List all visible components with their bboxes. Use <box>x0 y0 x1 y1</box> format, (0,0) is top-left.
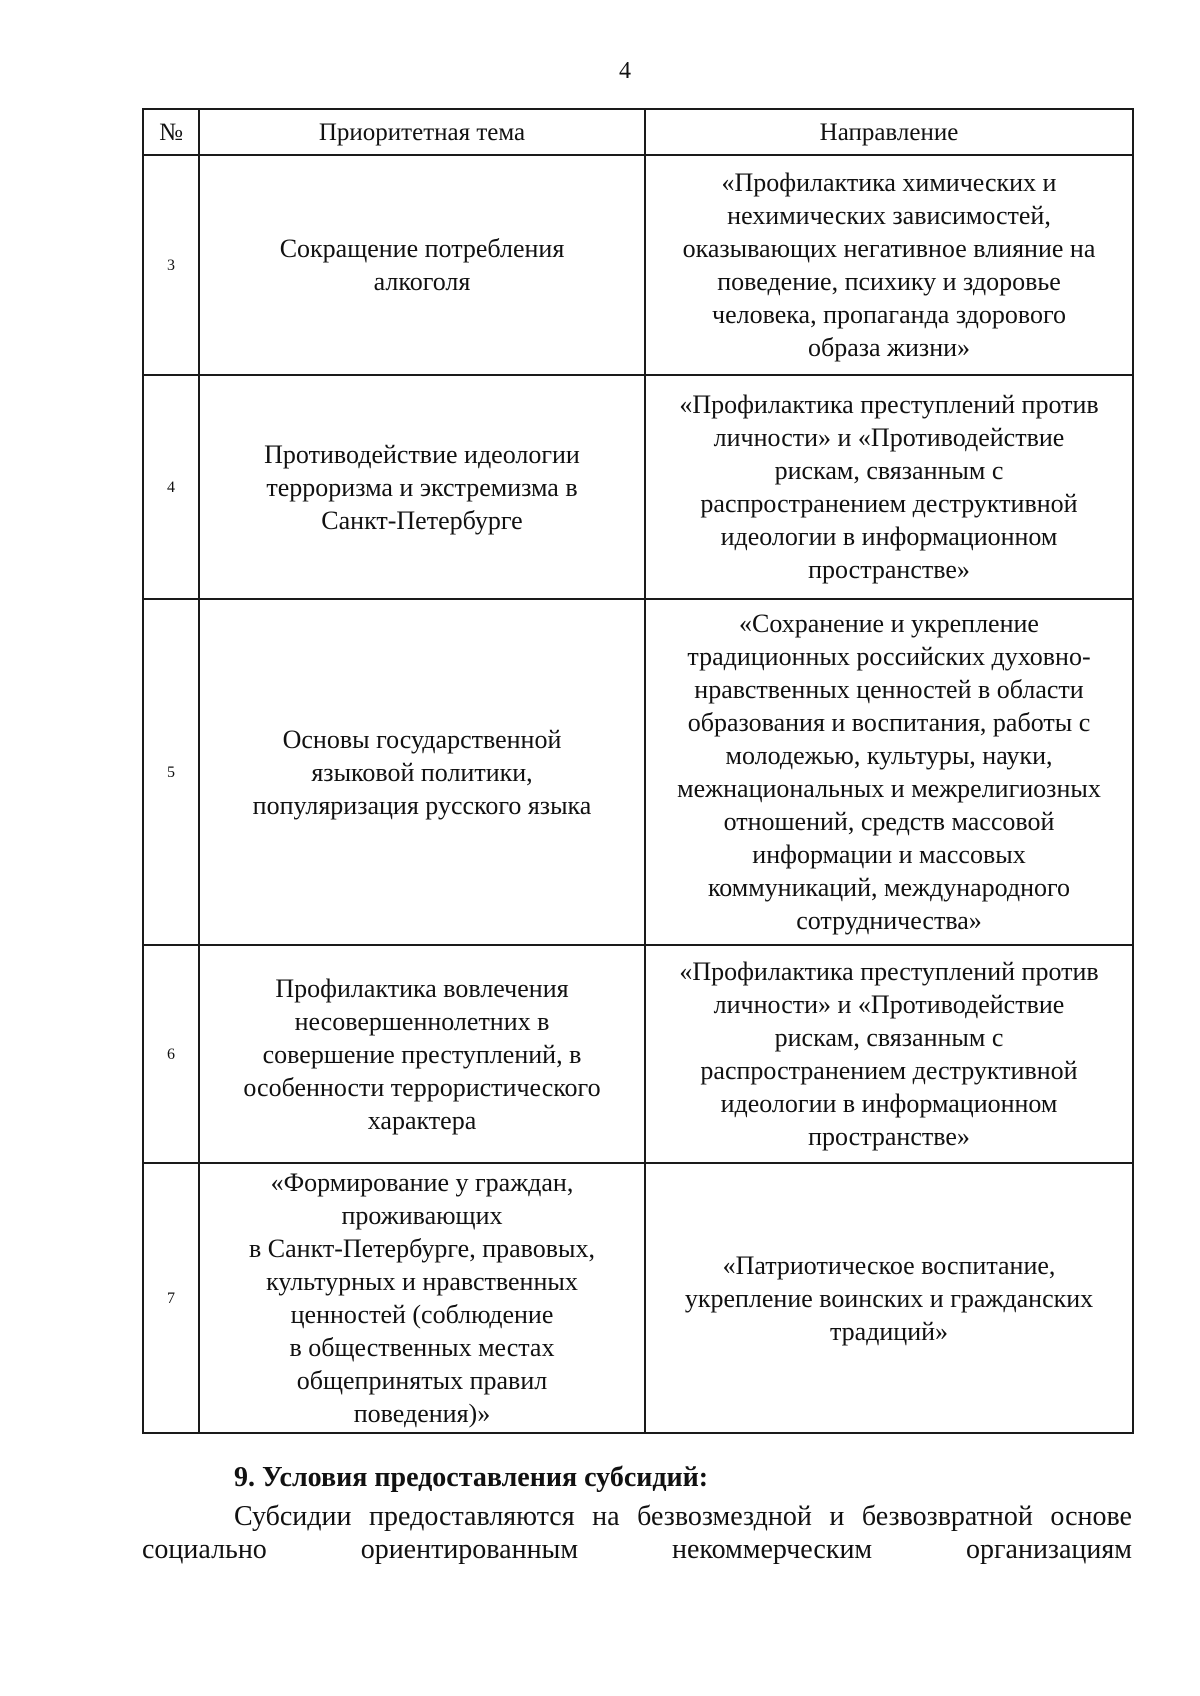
row-direction: «Профилактика преступлений против личности» и «Противодействие рискам, связанным с распространением деструктивной идеологии в информационном пространстве» <box>645 375 1133 599</box>
table-row <box>143 155 1133 375</box>
row-topic: Сокращение потребления алкоголя <box>199 155 645 375</box>
page-number: 4 <box>619 58 631 84</box>
row-direction: «Патриотическое воспитание, укрепление воинских и гражданских традиций» <box>645 1163 1133 1433</box>
row-number: 4 <box>143 375 199 599</box>
row-direction: «Профилактика преступлений против личности» и «Противодействие рискам, связанным с распространением деструктивной идеологии в информационном пространстве» <box>645 945 1133 1163</box>
header-num: № <box>143 109 199 155</box>
row-number: 7 <box>143 1163 199 1433</box>
row-topic: Профилактика вовлечения несовершеннолетних в совершение преступлений, в особенности террористического характера <box>199 945 645 1163</box>
table-row <box>143 599 1133 945</box>
section-paragraph: Субсидии предоставляются на безвозмездной и безвозвратной основе социально ориентированным некоммерческим организациям <box>142 1501 1132 1565</box>
row-topic: Противодействие идеологии терроризма и экстремизма в Санкт-Петербурге <box>199 375 645 599</box>
row-topic: «Формирование у граждан, проживающих в Санкт-Петербурге, правовых, культурных и нравственных ценностей (соблюдение в общественных местах общепринятых правил поведения)» <box>199 1163 645 1433</box>
row-topic: Основы государственной языковой политики, популяризация русского языка <box>199 599 645 945</box>
header-direction: Направление <box>645 109 1133 155</box>
table-row <box>143 375 1133 599</box>
header-topic: Приоритетная тема <box>199 109 645 155</box>
table-header-row <box>143 109 1133 155</box>
priority-topics-table <box>142 108 1134 1434</box>
row-number: 3 <box>143 155 199 375</box>
row-number: 5 <box>143 599 199 945</box>
table-row <box>143 945 1133 1163</box>
row-direction: «Профилактика химических и нехимических зависимостей, оказывающих негативное влияние на поведение, психику и здоровье человека, пропаганда здорового образа жизни» <box>645 155 1133 375</box>
row-number: 6 <box>143 945 199 1163</box>
section-title: 9. Условия предоставления субсидий: <box>234 1462 709 1493</box>
row-direction: «Сохранение и укрепление традиционных российских духовно- нравственных ценностей в области образования и воспитания, работы с молодежью, культуры, науки, межнациональных и межрелигиозных отношений, средств массовой информации и массовых коммуникаций, международного сотрудничества» <box>645 599 1133 945</box>
table-row <box>143 1163 1133 1433</box>
